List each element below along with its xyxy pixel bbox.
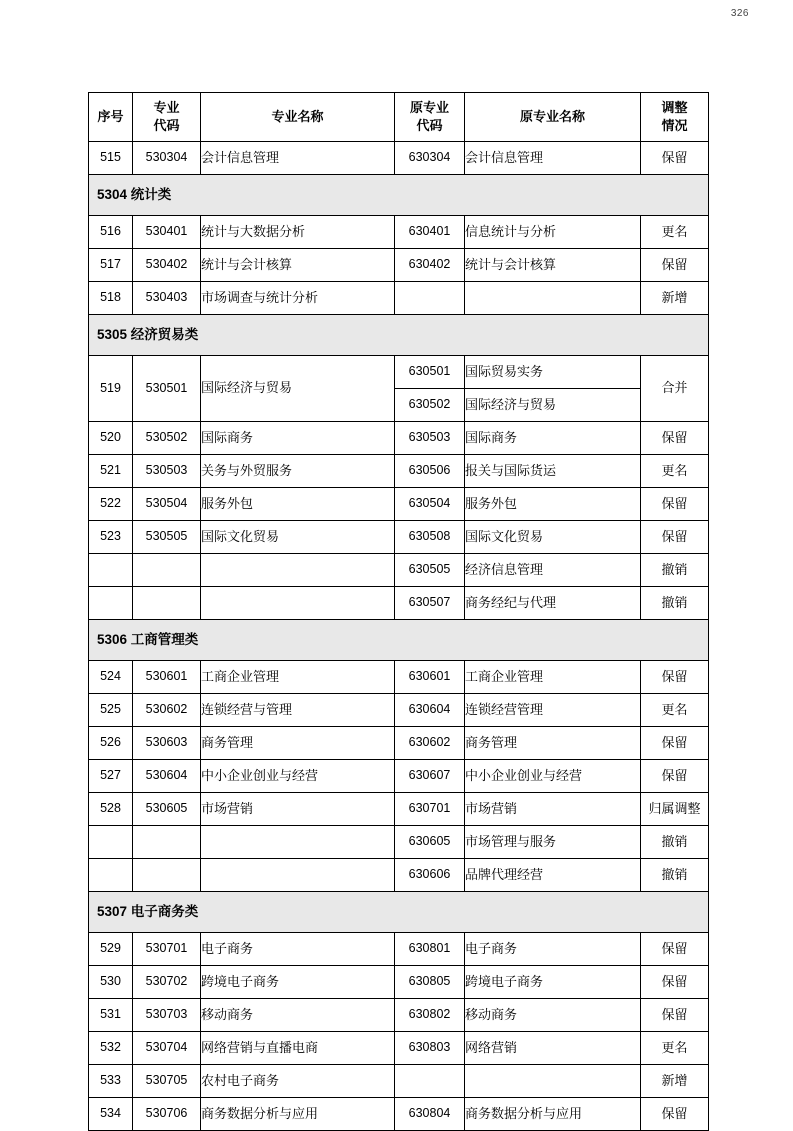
- cell-sequence: 516: [89, 216, 133, 249]
- cell-adjustment: 撤销: [641, 826, 709, 859]
- cell-original-name: 经济信息管理: [465, 554, 641, 587]
- cell-adjustment: 更名: [641, 694, 709, 727]
- category-group-row: [89, 315, 709, 356]
- cell-original-name: 国际经济与贸易: [465, 389, 641, 422]
- header-code: [133, 93, 201, 142]
- page-number: 326: [730, 8, 749, 19]
- cell-specialty-code: 530603: [133, 727, 201, 760]
- cell-adjustment: 合并: [641, 356, 709, 422]
- table-row: [89, 859, 709, 892]
- table-header: [89, 93, 709, 142]
- cell-specialty-code: 530501: [133, 356, 201, 422]
- cell-specialty-code: 530403: [133, 282, 201, 315]
- header-seq: [89, 93, 133, 142]
- cell-specialty-name: 市场营销: [201, 793, 395, 826]
- cell-original-name: 市场管理与服务: [465, 826, 641, 859]
- header-ocode-line2: 代码: [416, 118, 443, 133]
- table-row: [89, 727, 709, 760]
- header-adjustment: [641, 93, 709, 142]
- table-row: [89, 587, 709, 620]
- category-group-label: 5306 工商管理类: [89, 620, 709, 661]
- table-row: [89, 793, 709, 826]
- cell-adjustment: 保留: [641, 249, 709, 282]
- cell-specialty-code: [133, 826, 201, 859]
- cell-specialty-name: 市场调查与统计分析: [201, 282, 395, 315]
- cell-sequence: 530: [89, 966, 133, 999]
- cell-specialty-name: 商务管理: [201, 727, 395, 760]
- cell-specialty-name: 中小企业创业与经营: [201, 760, 395, 793]
- cell-original-name: 品牌代理经营: [465, 859, 641, 892]
- table-row: [89, 1098, 709, 1131]
- cell-specialty-name: 商务数据分析与应用: [201, 1098, 395, 1131]
- cell-original-code: 630801: [395, 933, 465, 966]
- category-group-label: 5304 统计类: [89, 175, 709, 216]
- cell-original-name: 电子商务: [465, 933, 641, 966]
- cell-sequence: 525: [89, 694, 133, 727]
- cell-original-code: 630607: [395, 760, 465, 793]
- cell-sequence: 515: [89, 142, 133, 175]
- cell-specialty-code: 530703: [133, 999, 201, 1032]
- cell-original-code: 630602: [395, 727, 465, 760]
- header-code-line1: 专业: [153, 100, 180, 116]
- cell-original-code: 630804: [395, 1098, 465, 1131]
- cell-specialty-name: 服务外包: [201, 488, 395, 521]
- cell-sequence: 526: [89, 727, 133, 760]
- cell-specialty-code: [133, 554, 201, 587]
- cell-specialty-name: 跨境电子商务: [201, 966, 395, 999]
- cell-specialty-code: 530704: [133, 1032, 201, 1065]
- table-row: [89, 488, 709, 521]
- cell-original-code: 630605: [395, 826, 465, 859]
- specialty-adjustment-table: [88, 92, 709, 1131]
- cell-adjustment: 更名: [641, 1032, 709, 1065]
- cell-specialty-name: 统计与大数据分析: [201, 216, 395, 249]
- cell-adjustment: 保留: [641, 661, 709, 694]
- cell-specialty-name: 国际文化贸易: [201, 521, 395, 554]
- cell-adjustment: 保留: [641, 760, 709, 793]
- table-row: [89, 999, 709, 1032]
- header-name: [201, 93, 395, 142]
- cell-original-name: 连锁经营管理: [465, 694, 641, 727]
- cell-original-code: 630501: [395, 356, 465, 389]
- cell-adjustment: 更名: [641, 455, 709, 488]
- cell-specialty-code: 530502: [133, 422, 201, 455]
- cell-original-code: 630505: [395, 554, 465, 587]
- table-row: [89, 694, 709, 727]
- cell-adjustment: 保留: [641, 142, 709, 175]
- cell-specialty-name: 网络营销与直播电商: [201, 1032, 395, 1065]
- header-ocode-line1: 原专业: [409, 100, 449, 116]
- cell-original-name: 统计与会计核算: [465, 249, 641, 282]
- cell-specialty-code: 530505: [133, 521, 201, 554]
- cell-specialty-code: 530402: [133, 249, 201, 282]
- cell-specialty-name: 国际商务: [201, 422, 395, 455]
- cell-sequence: 521: [89, 455, 133, 488]
- cell-original-name: 工商企业管理: [465, 661, 641, 694]
- cell-original-code: [395, 1065, 465, 1098]
- cell-specialty-code: 530503: [133, 455, 201, 488]
- cell-adjustment: 更名: [641, 216, 709, 249]
- header-name-label: 专业名称: [271, 109, 324, 125]
- cell-original-code: 630802: [395, 999, 465, 1032]
- table-row: [89, 661, 709, 694]
- cell-original-code: 630805: [395, 966, 465, 999]
- header-original-name: [465, 93, 641, 142]
- cell-original-code: 630604: [395, 694, 465, 727]
- cell-original-code: 630507: [395, 587, 465, 620]
- cell-original-name: [465, 1065, 641, 1098]
- cell-specialty-code: 530304: [133, 142, 201, 175]
- cell-sequence: 520: [89, 422, 133, 455]
- cell-sequence: 527: [89, 760, 133, 793]
- cell-sequence: [89, 554, 133, 587]
- cell-original-code: 630803: [395, 1032, 465, 1065]
- cell-original-name: 移动商务: [465, 999, 641, 1032]
- cell-adjustment: 保留: [641, 422, 709, 455]
- header-adj-line2: 情况: [661, 118, 688, 133]
- table-row: [89, 554, 709, 587]
- cell-sequence: 533: [89, 1065, 133, 1098]
- cell-original-code: [395, 282, 465, 315]
- cell-original-code: 630701: [395, 793, 465, 826]
- cell-specialty-code: 530604: [133, 760, 201, 793]
- table-row: [89, 1032, 709, 1065]
- cell-original-code: 630304: [395, 142, 465, 175]
- table-row: [89, 282, 709, 315]
- category-group-row: [89, 175, 709, 216]
- cell-adjustment: 保留: [641, 966, 709, 999]
- cell-original-name: 商务数据分析与应用: [465, 1098, 641, 1131]
- cell-sequence: 528: [89, 793, 133, 826]
- cell-original-name: 会计信息管理: [465, 142, 641, 175]
- category-group-row: [89, 620, 709, 661]
- cell-original-code: 630506: [395, 455, 465, 488]
- cell-original-name: 商务管理: [465, 727, 641, 760]
- cell-sequence: 518: [89, 282, 133, 315]
- cell-sequence: 531: [89, 999, 133, 1032]
- cell-specialty-code: 530705: [133, 1065, 201, 1098]
- cell-adjustment: 保留: [641, 521, 709, 554]
- cell-original-code: 630504: [395, 488, 465, 521]
- cell-original-name: 信息统计与分析: [465, 216, 641, 249]
- cell-adjustment: 撤销: [641, 587, 709, 620]
- cell-specialty-name: 移动商务: [201, 999, 395, 1032]
- specialty-adjustment-table-wrapper: [88, 92, 708, 1131]
- cell-sequence: 529: [89, 933, 133, 966]
- table-row: [89, 933, 709, 966]
- cell-adjustment: 保留: [641, 727, 709, 760]
- cell-sequence: 517: [89, 249, 133, 282]
- cell-adjustment: 归属调整: [641, 793, 709, 826]
- cell-specialty-code: 530602: [133, 694, 201, 727]
- cell-original-code: 630508: [395, 521, 465, 554]
- cell-sequence: 524: [89, 661, 133, 694]
- cell-original-code: 630502: [395, 389, 465, 422]
- header-adj-line1: 调整: [661, 100, 688, 116]
- cell-sequence: 523: [89, 521, 133, 554]
- cell-specialty-name: 连锁经营与管理: [201, 694, 395, 727]
- cell-specialty-name: [201, 826, 395, 859]
- cell-original-code: 630606: [395, 859, 465, 892]
- table-row: [89, 966, 709, 999]
- cell-original-name: 国际贸易实务: [465, 356, 641, 389]
- header-code-line2: 代码: [153, 118, 180, 133]
- cell-adjustment: 撤销: [641, 859, 709, 892]
- cell-original-name: 跨境电子商务: [465, 966, 641, 999]
- cell-specialty-code: 530702: [133, 966, 201, 999]
- cell-original-name: 市场营销: [465, 793, 641, 826]
- cell-specialty-name: 工商企业管理: [201, 661, 395, 694]
- cell-original-name: 服务外包: [465, 488, 641, 521]
- cell-sequence: [89, 859, 133, 892]
- cell-specialty-name: [201, 554, 395, 587]
- table-row: [89, 422, 709, 455]
- table-body: [89, 142, 709, 1131]
- cell-specialty-code: 530504: [133, 488, 201, 521]
- cell-adjustment: 保留: [641, 1098, 709, 1131]
- cell-original-name: 国际文化贸易: [465, 521, 641, 554]
- table-row: [89, 521, 709, 554]
- cell-original-code: 630503: [395, 422, 465, 455]
- header-oname-label: 原专业名称: [519, 109, 585, 125]
- cell-specialty-code: [133, 587, 201, 620]
- cell-sequence: 534: [89, 1098, 133, 1131]
- table-header-row: [89, 93, 709, 142]
- cell-original-name: 网络营销: [465, 1032, 641, 1065]
- cell-specialty-code: [133, 859, 201, 892]
- table-row: [89, 826, 709, 859]
- table-row: [89, 216, 709, 249]
- cell-sequence: 532: [89, 1032, 133, 1065]
- cell-original-code: 630402: [395, 249, 465, 282]
- cell-sequence: [89, 826, 133, 859]
- table-row: [89, 356, 709, 389]
- cell-adjustment: 保留: [641, 999, 709, 1032]
- cell-specialty-code: 530605: [133, 793, 201, 826]
- cell-sequence: 519: [89, 356, 133, 422]
- cell-specialty-code: 530706: [133, 1098, 201, 1131]
- cell-specialty-name: 关务与外贸服务: [201, 455, 395, 488]
- cell-original-name: [465, 282, 641, 315]
- cell-specialty-code: 530601: [133, 661, 201, 694]
- table-row: [89, 455, 709, 488]
- cell-original-code: 630601: [395, 661, 465, 694]
- cell-original-name: 报关与国际货运: [465, 455, 641, 488]
- cell-specialty-name: 会计信息管理: [201, 142, 395, 175]
- cell-sequence: [89, 587, 133, 620]
- table-row: [89, 1065, 709, 1098]
- cell-specialty-code: 530701: [133, 933, 201, 966]
- cell-adjustment: 保留: [641, 488, 709, 521]
- cell-adjustment: 保留: [641, 933, 709, 966]
- cell-sequence: 522: [89, 488, 133, 521]
- table-row: [89, 760, 709, 793]
- cell-specialty-name: [201, 587, 395, 620]
- cell-original-name: 商务经纪与代理: [465, 587, 641, 620]
- header-original-code: [395, 93, 465, 142]
- cell-specialty-name: [201, 859, 395, 892]
- cell-original-name: 中小企业创业与经营: [465, 760, 641, 793]
- cell-original-name: 国际商务: [465, 422, 641, 455]
- category-group-label: 5307 电子商务类: [89, 892, 709, 933]
- cell-adjustment: 撤销: [641, 554, 709, 587]
- category-group-row: [89, 892, 709, 933]
- cell-specialty-name: 农村电子商务: [201, 1065, 395, 1098]
- category-group-label: 5305 经济贸易类: [89, 315, 709, 356]
- header-seq-label: 序号: [97, 109, 124, 125]
- cell-original-code: 630401: [395, 216, 465, 249]
- table-row: [89, 249, 709, 282]
- cell-adjustment: 新增: [641, 1065, 709, 1098]
- cell-specialty-name: 统计与会计核算: [201, 249, 395, 282]
- cell-specialty-name: 国际经济与贸易: [201, 356, 395, 422]
- table-row: [89, 142, 709, 175]
- cell-specialty-name: 电子商务: [201, 933, 395, 966]
- cell-specialty-code: 530401: [133, 216, 201, 249]
- cell-adjustment: 新增: [641, 282, 709, 315]
